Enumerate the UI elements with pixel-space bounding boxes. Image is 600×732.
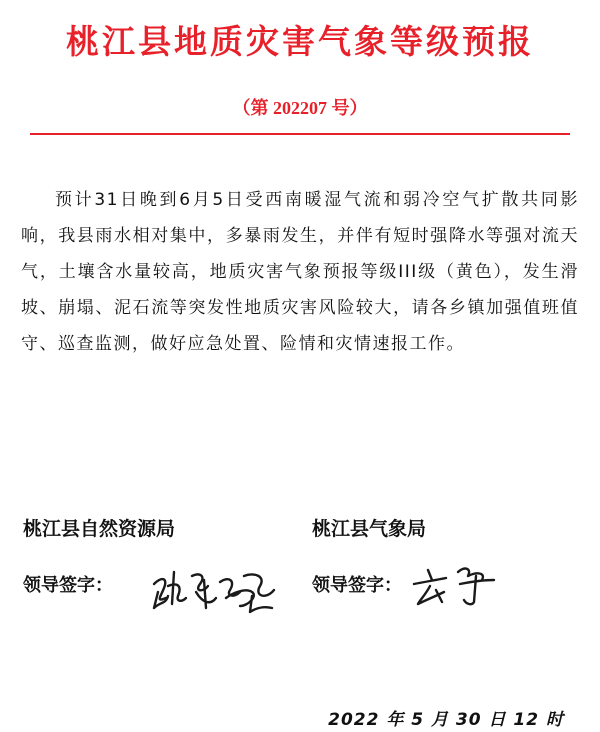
org-natural-resources-bureau: 桃江县自然资源局 [23, 518, 176, 540]
leader-signature-label-right: 领导签字： [312, 575, 402, 596]
document-title: 桃江县地质灾害气象等级预报 [66, 22, 534, 61]
forecast-paragraph: 预计31日晚到6月5日受西南暖湿气流和弱冷空气扩散共同影响，我县雨水相对集中，多暴雨发生，并伴有短时强降水等强对流天气，土壤含水量较高，地质灾害气象预报等级III级（黄色），发生滑坡、崩塌、泥石流等突发性地质灾害风险较大，请各乡镇加强值班值守、巡查监测，做好应急处置、险情和灾情速报工作。 [21, 190, 579, 354]
issue-date: 2022 年 5 月 30 日 12 时 [328, 710, 564, 730]
org-meteorological-bureau: 桃江县气象局 [312, 518, 427, 540]
leader-signature-label-left: 领导签字： [23, 575, 113, 596]
red-divider-line [30, 133, 570, 135]
handwritten-signature-left [148, 562, 278, 614]
document-number: （第 202207 号） [232, 98, 368, 118]
handwritten-signature-right [410, 562, 500, 606]
